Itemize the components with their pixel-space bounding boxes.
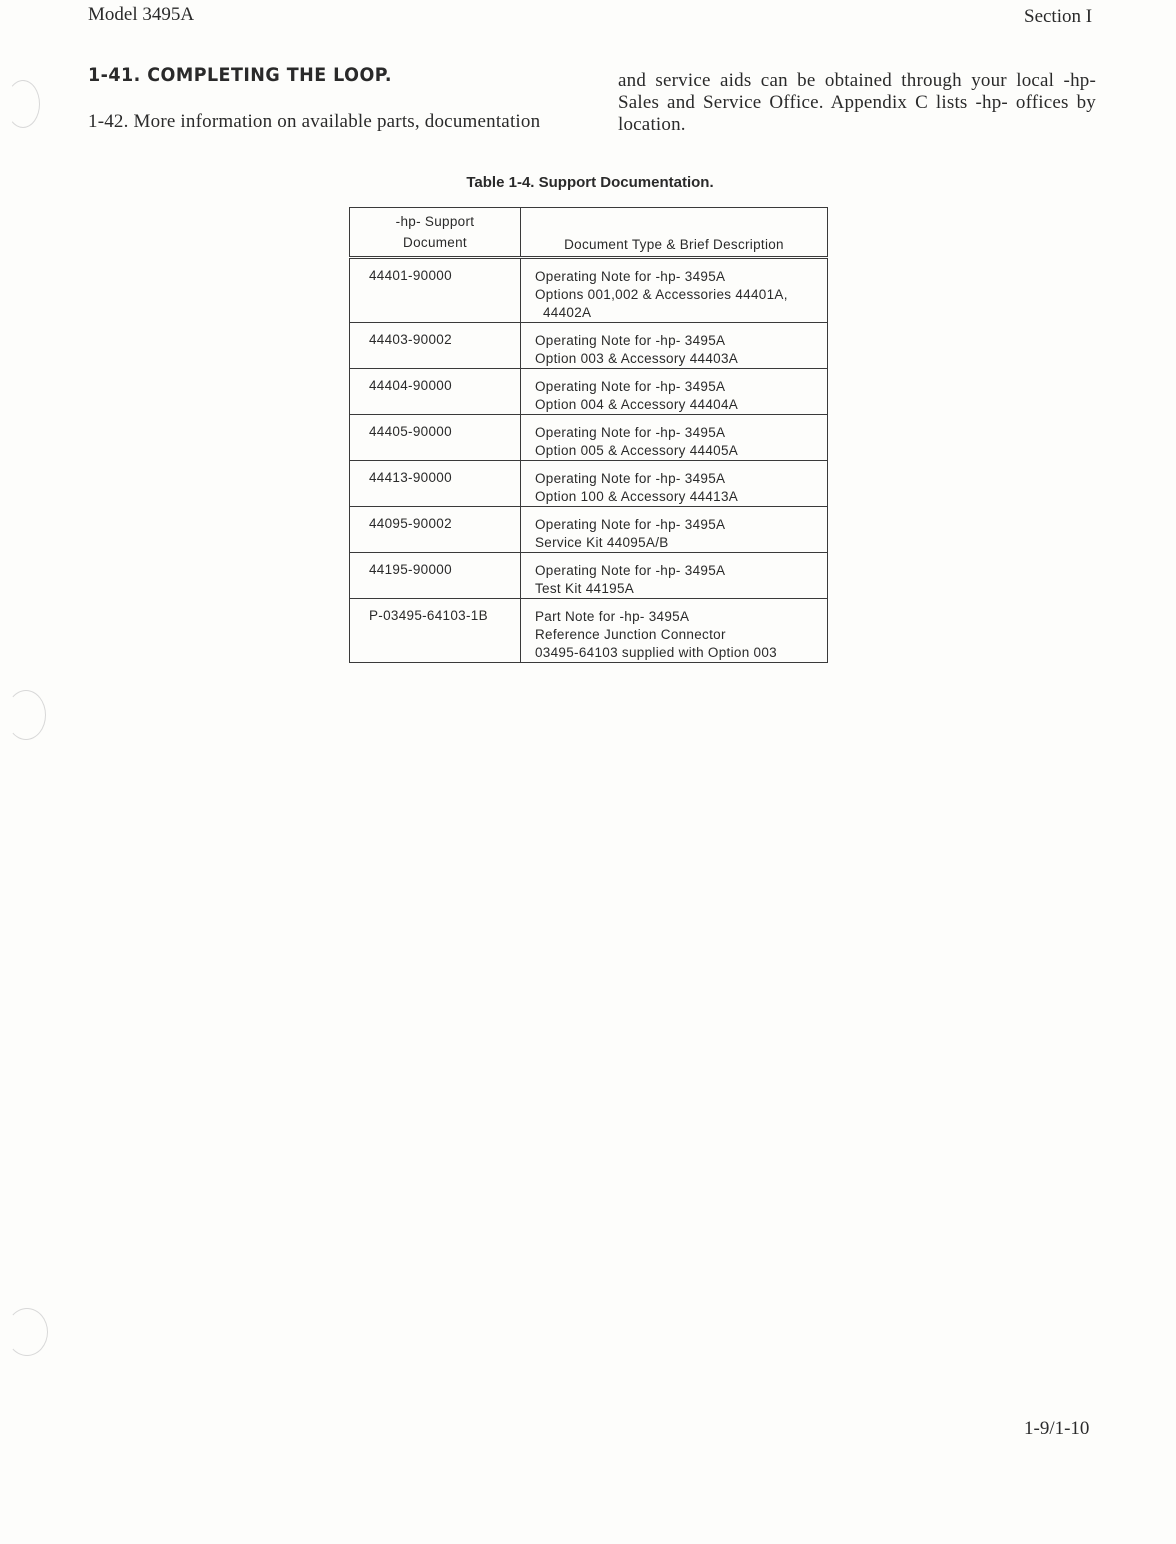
description-line: Operating Note for -hp- 3495A <box>535 425 726 440</box>
description-cell <box>521 415 828 461</box>
table-row <box>350 323 828 369</box>
column-header-description: Document Type & Brief Description <box>521 208 828 258</box>
document-number-cell: 44413-90000 <box>350 461 521 507</box>
table-row <box>350 369 828 415</box>
description-line: Option 005 & Accessory 44405A <box>535 443 739 458</box>
section-heading: 1-41. COMPLETING THE LOOP. <box>88 64 392 86</box>
header-section: Section I <box>1024 6 1093 27</box>
table-row <box>350 507 828 553</box>
paragraph-left-column: 1-42. More information on available parts, documentation <box>88 111 541 132</box>
table-row <box>350 599 828 663</box>
document-number-cell: 44195-90000 <box>350 553 521 599</box>
description-line: Option 004 & Accessory 44404A <box>535 397 739 412</box>
table-caption: Table 1-4. Support Documentation. <box>466 174 714 191</box>
document-number-cell: P-03495-64103-1B <box>350 599 521 663</box>
description-line: Part Note for -hp- 3495A <box>535 609 690 624</box>
table-row <box>350 258 828 323</box>
punch-hole-mark <box>6 1308 48 1356</box>
description-line: Options 001,002 & Accessories 44401A, <box>535 287 788 302</box>
document-number-cell: 44405-90000 <box>350 415 521 461</box>
document-number-cell: 44404-90000 <box>350 369 521 415</box>
table-row <box>350 553 828 599</box>
description-line: 03495-64103 supplied with Option 003 <box>535 645 777 660</box>
description-line: 44402A <box>543 305 592 320</box>
description-line: Test Kit 44195A <box>535 581 635 596</box>
description-cell <box>521 507 828 553</box>
support-documentation-table <box>349 207 828 663</box>
description-cell <box>521 461 828 507</box>
description-cell <box>521 553 828 599</box>
header-model: Model 3495A <box>88 4 195 25</box>
column-header-document-line2: Document <box>403 235 467 250</box>
description-line: Operating Note for -hp- 3495A <box>535 471 726 486</box>
punch-hole-mark <box>6 690 46 740</box>
description-line: Option 100 & Accessory 44413A <box>535 489 739 504</box>
description-line: Operating Note for -hp- 3495A <box>535 269 726 284</box>
document-number-cell: 44401-90000 <box>350 258 521 323</box>
page-number: 1-9/1-10 <box>1024 1418 1090 1439</box>
column-header-document-line1: -hp- Support <box>395 214 475 229</box>
table-body <box>350 258 828 663</box>
description-cell <box>521 323 828 369</box>
description-line: Reference Junction Connector <box>535 627 726 642</box>
document-number-cell: 44403-90002 <box>350 323 521 369</box>
description-line: Operating Note for -hp- 3495A <box>535 379 726 394</box>
description-cell <box>521 599 828 663</box>
description-line: Operating Note for -hp- 3495A <box>535 517 726 532</box>
table-row <box>350 415 828 461</box>
description-line: Service Kit 44095A/B <box>535 535 669 550</box>
table-row <box>350 461 828 507</box>
description-cell <box>521 258 828 323</box>
paragraph-right-column: and service aids can be obtained through your local -hp- Sales and Service Office. Appendix C lists -hp- offices by location. <box>618 70 1096 135</box>
description-line: Option 003 & Accessory 44403A <box>535 351 739 366</box>
description-line: Operating Note for -hp- 3495A <box>535 563 726 578</box>
description-cell <box>521 369 828 415</box>
description-line: Operating Note for -hp- 3495A <box>535 333 726 348</box>
table-header-row <box>350 208 828 258</box>
column-header-document <box>350 208 521 258</box>
punch-hole-mark <box>6 80 40 128</box>
document-number-cell: 44095-90002 <box>350 507 521 553</box>
